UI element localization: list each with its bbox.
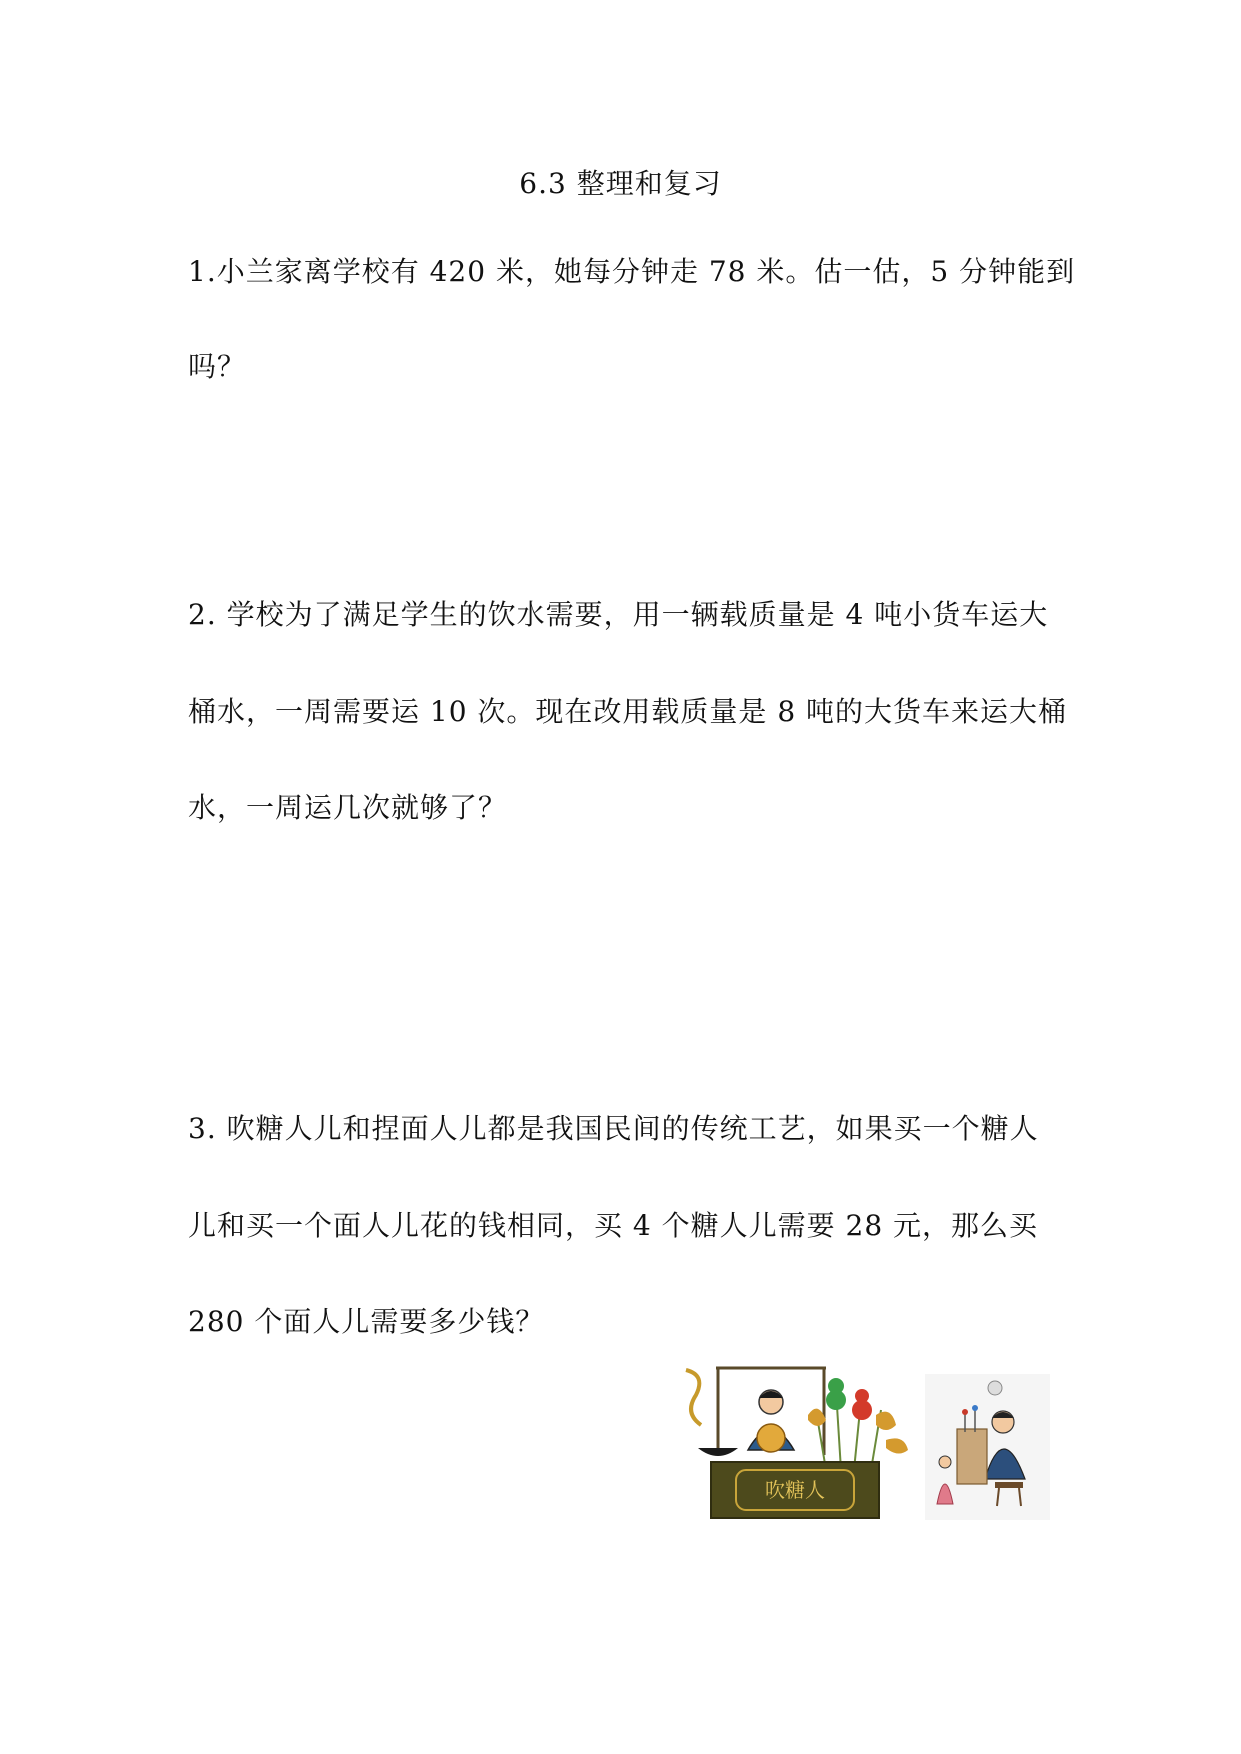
dough-figure-artisan-illustration <box>925 1374 1050 1520</box>
page-title: 6.3 整理和复习 <box>519 167 722 200</box>
question-2-line-3: 水，一周运几次就够了？ <box>188 791 508 824</box>
question-3-line-2: 儿和买一个面人儿花的钱相同，买 4 个糖人儿需要 28 元，那么买 <box>188 1209 1039 1242</box>
question-2-line-2: 桶水，一周需要运 10 次。现在改用载质量是 8 吨的大货车来运大桶 <box>188 695 1068 728</box>
question-1-line-2: 吗？ <box>188 350 247 383</box>
sugar-figure-stall-illustration <box>676 1360 920 1520</box>
question-1-line-1: 1.小兰家离学校有 420 米，她每分钟走 78 米。估一估，5 分钟能到 <box>188 255 1076 288</box>
stall-sign-text: 吹糖人 <box>765 1478 825 1502</box>
question-3-line-3: 280 个面人儿需要多少钱？ <box>188 1305 545 1338</box>
question-3-line-1: 3. 吹糖人儿和捏面人儿都是我国民间的传统工艺，如果买一个糖人 <box>188 1112 1039 1145</box>
question-2-line-1: 2. 学校为了满足学生的饮水需要，用一辆载质量是 4 吨小货车运大 <box>188 598 1049 631</box>
